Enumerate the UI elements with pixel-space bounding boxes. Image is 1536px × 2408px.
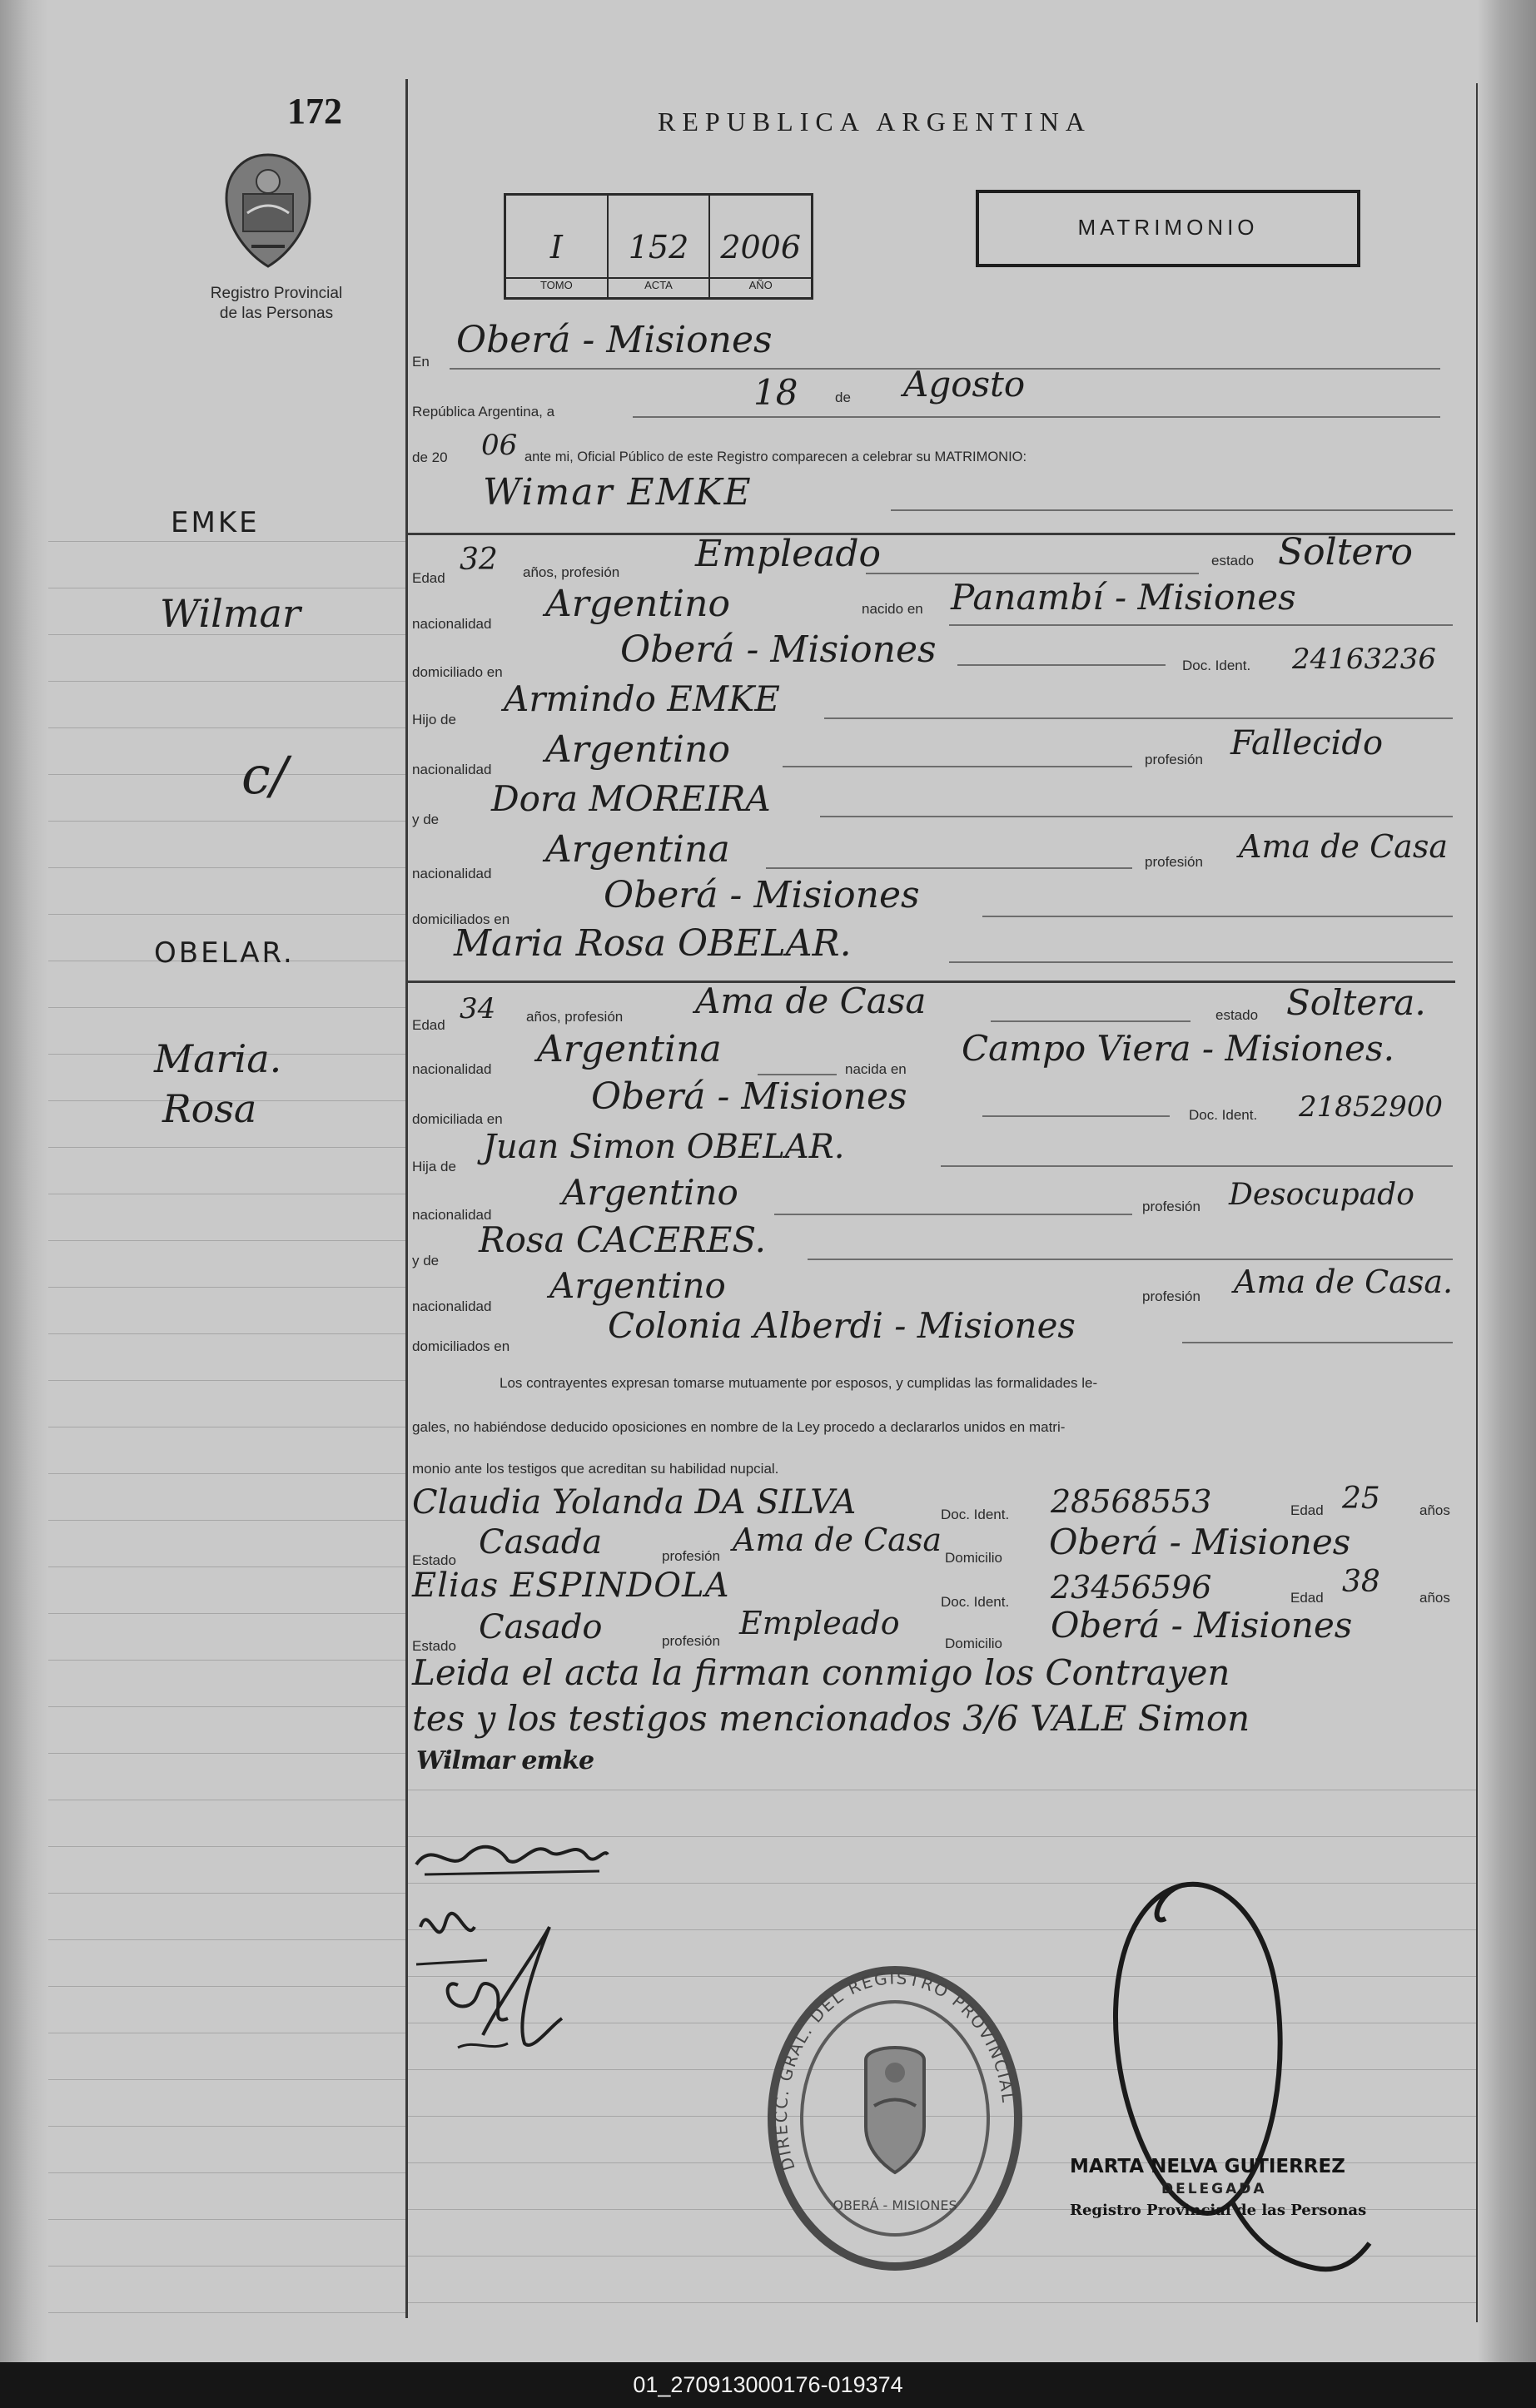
country-title: REPUBLICA ARGENTINA xyxy=(658,107,1091,137)
rule xyxy=(808,1259,1453,1260)
margin-ruled-line xyxy=(48,1520,406,1521)
bride-signature xyxy=(408,1815,616,1889)
witness-2-profesion-label: profesión xyxy=(662,1633,720,1649)
year-suffix: 06 xyxy=(481,429,518,462)
witness-2-edad-label: Edad xyxy=(1290,1590,1324,1606)
en-label: En xyxy=(412,354,430,370)
witness-1-anos-label: años xyxy=(1419,1502,1450,1518)
margin-ruled-line xyxy=(48,774,406,775)
bride-padre-prof: Desocupado xyxy=(1229,1178,1414,1212)
margin-ruled-line xyxy=(48,1240,406,1241)
margin-ruled-line xyxy=(48,727,406,728)
bride-padre: Juan Simon OBELAR. xyxy=(483,1128,845,1166)
rule xyxy=(766,867,1132,869)
official-org: Registro Provincial de las Personas xyxy=(1070,2202,1367,2219)
bride-nacida-label: nacida en xyxy=(845,1061,907,1077)
margin-name-1: Wilmar xyxy=(160,591,301,636)
witness-1-doc: 28568553 xyxy=(1051,1483,1212,1520)
day-value: 18 xyxy=(753,372,798,413)
witness-1-edad: 25 xyxy=(1342,1482,1380,1516)
declaration-line-1: Los contrayentes expresan tomarse mutuamente por esposos, y cumplidas las formalidades le- xyxy=(500,1375,1098,1391)
groom-madre-nac-label: nacionalidad xyxy=(412,866,492,881)
rule xyxy=(957,664,1166,666)
ano-label: AÑO xyxy=(710,277,811,297)
registry-line-2: de las Personas xyxy=(219,305,334,322)
archive-id-footer: 01_270913000176-019374 xyxy=(0,2362,1536,2408)
groom-padre-prof: Fallecido xyxy=(1230,724,1384,762)
witness-1-profesion-label: profesión xyxy=(662,1548,720,1564)
margin-connector: c/ xyxy=(241,745,288,806)
groom-doc: 24163236 xyxy=(1292,643,1437,676)
rule xyxy=(783,766,1132,767)
place-value: Oberá - Misiones xyxy=(456,319,773,361)
registry-line-1: Registro Provincial xyxy=(210,285,343,302)
provincial-crest-icon xyxy=(218,148,318,273)
rule xyxy=(991,1020,1191,1022)
groom-madre-prof-label: profesión xyxy=(1145,854,1203,870)
registry-seal-stamp xyxy=(762,1960,1028,2276)
rule xyxy=(774,1214,1132,1215)
witness-1-estado: Casada xyxy=(479,1523,603,1561)
bride-madre-prof-label: profesión xyxy=(1142,1288,1200,1304)
groom-padre-prof-label: profesión xyxy=(1145,752,1203,767)
page-edge xyxy=(1478,0,1536,2362)
official-name: MARTA NELVA GUTIERREZ xyxy=(1070,2156,1345,2177)
witness-2-domicilio-label: Domicilio xyxy=(945,1636,1002,1651)
margin-ruled-line xyxy=(48,1613,406,1614)
bride-madre: Rosa CACERES. xyxy=(479,1219,767,1260)
margin-ruled-line xyxy=(48,1939,406,1940)
rule xyxy=(949,624,1453,626)
groom-edad-label: Edad xyxy=(412,570,445,586)
groom-edad: 32 xyxy=(460,543,498,577)
margin-name-2a: Maria. xyxy=(154,1036,282,1081)
groom-padre: Armindo EMKE xyxy=(504,678,780,719)
acta-cell xyxy=(609,196,711,297)
groom-estado: Soltero xyxy=(1278,531,1413,573)
rule xyxy=(949,961,1453,963)
groom-fullname: Wimar EMKE xyxy=(483,471,753,514)
margin-ruled-line xyxy=(48,1986,406,1987)
witness-1-profesion: Ama de Casa xyxy=(733,1522,942,1558)
book-binding xyxy=(0,0,48,2362)
ano-cell xyxy=(710,196,811,297)
witness-2-estado: Casado xyxy=(479,1608,603,1646)
bride-padres-dom: Colonia Alberdi - Misiones xyxy=(608,1305,1076,1346)
right-border xyxy=(1476,83,1478,2322)
bride-profesion: Ama de Casa xyxy=(695,981,927,1021)
groom-domicilio: Oberá - Misiones xyxy=(620,628,937,671)
seal-ring-text: DIRECC. GRAL. DEL REGISTRO PROVINCIAL xyxy=(770,1968,1019,2173)
margin-ruled-line xyxy=(48,1846,406,1847)
rule xyxy=(820,816,1453,817)
declaration-line-2: gales, no habiéndose deducido oposiciones en nombre de la Ley procedo a declararlos unidos en matri- xyxy=(412,1419,1066,1435)
margin-ruled-line xyxy=(48,2126,406,2127)
bride-padre-nac: Argentino xyxy=(562,1172,738,1213)
margin-name-2b: Rosa xyxy=(162,1086,257,1131)
margin-ruled-line xyxy=(48,681,406,682)
bride-yde-label: y de xyxy=(412,1253,440,1269)
page-number: 172 xyxy=(287,91,342,132)
bride-nacionalidad: Argentina xyxy=(537,1028,722,1070)
groom-padre-nac-label: nacionalidad xyxy=(412,762,492,777)
bride-profesion-label: años, profesión xyxy=(526,1009,624,1025)
witness-1-name: Claudia Yolanda DA SILVA xyxy=(412,1483,857,1522)
month-value: Agosto xyxy=(903,364,1026,405)
acta-label: ACTA xyxy=(609,277,709,297)
groom-signature: Wilmar emke xyxy=(416,1746,594,1775)
witness-2-domicilio: Oberá - Misiones xyxy=(1051,1605,1353,1646)
bride-doc-label: Doc. Ident. xyxy=(1189,1107,1258,1123)
republica-label: República Argentina, a xyxy=(412,404,555,420)
witness-1-domicilio-label: Domicilio xyxy=(945,1550,1002,1566)
rule xyxy=(633,416,1440,418)
bride-nacida: Campo Viera - Misiones. xyxy=(962,1028,1394,1069)
ano-value: 2006 xyxy=(720,229,802,266)
bride-padre-nac-label: nacionalidad xyxy=(412,1207,492,1223)
margin-ruled-line xyxy=(48,821,406,822)
margin-ruled-line xyxy=(48,1753,406,1754)
margin-ruled-line xyxy=(48,2219,406,2220)
bride-padre-prof-label: profesión xyxy=(1142,1199,1200,1214)
bride-nac-label: nacionalidad xyxy=(412,1061,492,1077)
year-label: de 20 xyxy=(412,449,448,465)
closing-line-2: tes y los testigos mencionados 3/6 VALE Simon xyxy=(412,1698,1250,1739)
witness-2-profesion: Empleado xyxy=(739,1605,900,1641)
rule xyxy=(891,509,1453,511)
groom-nacido-label: nacido en xyxy=(862,601,923,617)
witness-2-edad: 38 xyxy=(1342,1565,1380,1599)
groom-yde-label: y de xyxy=(412,812,440,827)
witness-2-anos-label: años xyxy=(1419,1590,1450,1606)
groom-madre-prof: Ama de Casa xyxy=(1239,828,1448,865)
rule xyxy=(1182,1342,1453,1343)
tomo-label: TOMO xyxy=(506,277,607,297)
rule xyxy=(824,717,1453,719)
bride-hija-label: Hija de xyxy=(412,1159,456,1174)
bride-padres-dom-label: domiciliados en xyxy=(412,1338,510,1354)
margin-ruled-line xyxy=(48,541,406,542)
groom-madre: Dora MOREIRA xyxy=(491,778,771,819)
margin-ruled-line xyxy=(48,1333,406,1334)
groom-nac-label: nacionalidad xyxy=(412,616,492,632)
groom-estado-label: estado xyxy=(1211,553,1255,568)
margin-ruled-line xyxy=(48,2172,406,2173)
groom-padre-nac: Argentino xyxy=(545,728,730,771)
bride-domicilio: Oberá - Misiones xyxy=(591,1075,907,1118)
bride-madre-nac-label: nacionalidad xyxy=(412,1298,492,1314)
rule xyxy=(941,1165,1453,1167)
margin-surname-2: OBELAR. xyxy=(154,936,295,970)
bride-edad: 34 xyxy=(460,992,496,1025)
groom-nacionalidad: Argentino xyxy=(545,583,730,625)
witness-signatures xyxy=(408,1894,591,2060)
closing-line-1: Leida el acta la firman conmigo los Contrayen xyxy=(412,1652,1230,1693)
official-signature xyxy=(1082,1869,1382,2318)
margin-ruled-line xyxy=(48,2079,406,2080)
tomo-value: I xyxy=(549,229,563,266)
bride-estado-label: estado xyxy=(1215,1007,1259,1023)
seal-center-text: OBERÁ - MISIONES xyxy=(833,2197,957,2213)
groom-nacido: Panambí - Misiones xyxy=(951,577,1296,618)
tomo-cell xyxy=(506,196,609,297)
declaration-line-3: monio ante los testigos que acreditan su habilidad nupcial. xyxy=(412,1461,779,1477)
margin-ruled-line xyxy=(48,914,406,915)
witness-1-edad-label: Edad xyxy=(1290,1502,1324,1518)
rule xyxy=(982,1115,1170,1117)
margin-ruled-line xyxy=(48,1007,406,1008)
margin-ruled-line xyxy=(48,1287,406,1288)
groom-padres-dom: Oberá - Misiones xyxy=(604,874,920,916)
groom-profesion-label: años, profesión xyxy=(523,564,620,580)
bride-madre-nac: Argentino xyxy=(549,1265,726,1306)
registry-number-box xyxy=(504,193,813,300)
bride-madre-prof: Ama de Casa. xyxy=(1234,1264,1454,1300)
margin-ruled-line xyxy=(48,2312,406,2313)
margin-ruled-line xyxy=(48,1660,406,1661)
witness-1-estado-label: Estado xyxy=(412,1552,456,1568)
witness-2-doc-label: Doc. Ident. xyxy=(941,1594,1010,1610)
margin-ruled-line xyxy=(48,867,406,868)
margin-ruled-line xyxy=(48,1706,406,1707)
bride-dom-label: domiciliada en xyxy=(412,1111,503,1127)
margin-ruled-line xyxy=(48,1566,406,1567)
witness-1-domicilio: Oberá - Misiones xyxy=(1049,1522,1351,1562)
margin-ruled-line xyxy=(48,1893,406,1894)
witness-2-doc: 23456596 xyxy=(1051,1569,1212,1606)
groom-profesion: Empleado xyxy=(695,533,882,575)
groom-padres-dom-label: domiciliados en xyxy=(412,911,510,927)
acta-value: 152 xyxy=(628,229,689,266)
witness-1-doc-label: Doc. Ident. xyxy=(941,1507,1010,1522)
act-type-label: MATRIMONIO xyxy=(1077,215,1259,240)
groom-hijo-label: Hijo de xyxy=(412,712,456,727)
official-role: DELEGADA xyxy=(1161,2181,1267,2197)
margin-ruled-line xyxy=(48,1380,406,1381)
bride-fullname: Maria Rosa OBELAR. xyxy=(454,922,852,965)
groom-dom-label: domiciliado en xyxy=(412,664,503,680)
margin-ruled-line xyxy=(48,1147,406,1148)
bride-edad-label: Edad xyxy=(412,1017,445,1033)
bride-doc: 21852900 xyxy=(1299,1090,1444,1124)
witness-2-estado-label: Estado xyxy=(412,1638,456,1654)
appearance-statement: ante mi, Oficial Público de este Registro comparecen a celebrar su MATRIMONIO: xyxy=(524,449,1027,464)
rule xyxy=(866,573,1199,574)
witness-2-name: Elias ESPINDOLA xyxy=(412,1566,730,1605)
de-label: de xyxy=(835,390,851,405)
rule xyxy=(982,916,1453,917)
bride-estado: Soltera. xyxy=(1286,982,1426,1023)
margin-ruled-line xyxy=(48,1473,406,1474)
groom-madre-nac: Argentina xyxy=(545,828,730,871)
groom-doc-label: Doc. Ident. xyxy=(1182,658,1251,673)
margin-surname-1: EMKE xyxy=(171,506,260,539)
act-type-box xyxy=(976,190,1360,267)
